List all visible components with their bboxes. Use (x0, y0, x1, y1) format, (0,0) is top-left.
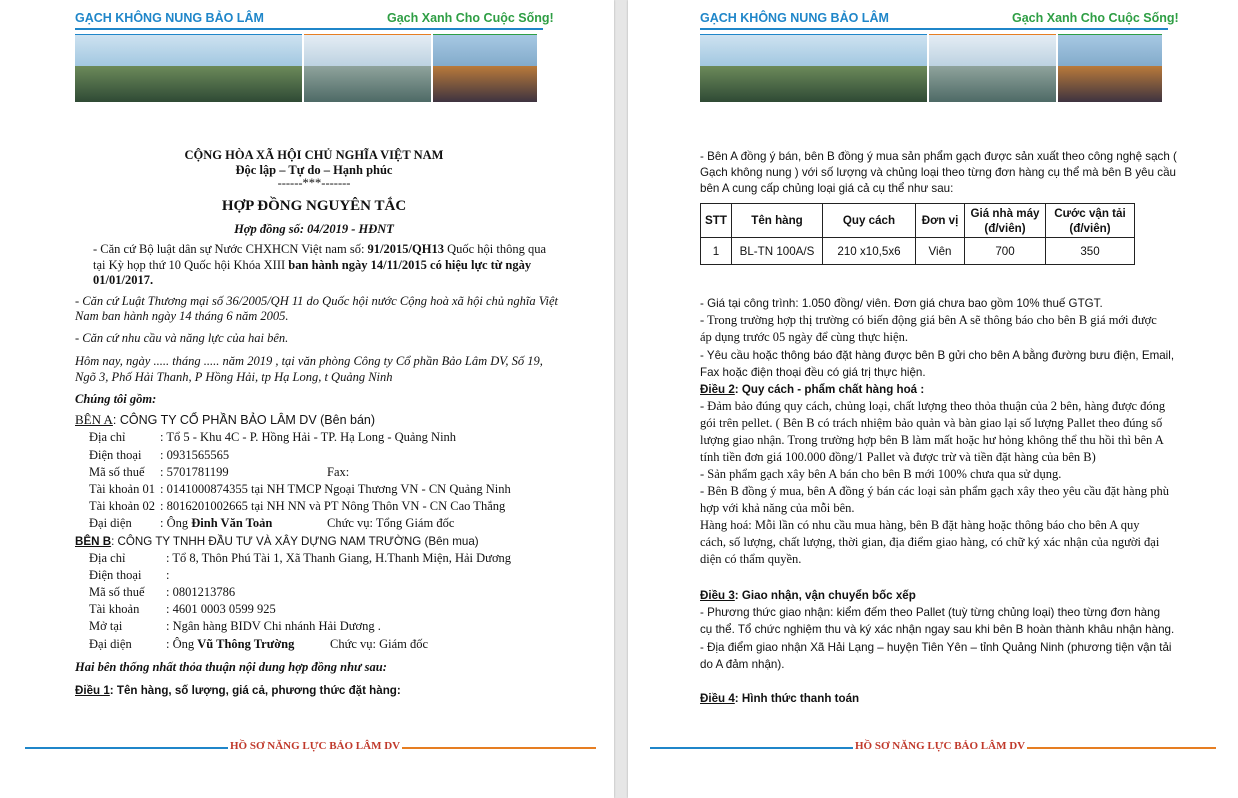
contract-number: Hợp đồng số: 04/2019 - HĐNT (234, 222, 394, 236)
party-b-address: : Tổ 8, Thôn Phú Tài 1, Xã Thanh Giang, H.Thanh Miện, Hải Dương (166, 551, 512, 565)
nation-heading: CỘNG HÒA XÃ HỘI CHỦ NGHĨA VIỆT NAM (184, 148, 444, 162)
article-3-p2-line2: do A đảm nhận). (700, 658, 785, 671)
cell-product: BL-TN 100A/S (732, 238, 823, 265)
party-b-bank-label: Mở tại (89, 619, 123, 633)
party-a-account1-label: Tài khoản 01 (89, 482, 155, 496)
banner-photo-bay (700, 34, 927, 102)
header-slogan: Gạch Xanh Cho Cuộc Sống! (387, 11, 554, 25)
banner-photo-city (1058, 34, 1162, 102)
intro-line1: - Bên A đồng ý bán, bên B đồng ý mua sản phẩm gạch được sản xuất theo công nghệ sạch ( (700, 150, 1177, 163)
party-b-account-label: Tài khoản (89, 602, 140, 616)
party-b-bank: : Ngân hàng BIDV Chi nhánh Hải Dương . (166, 619, 381, 633)
party-b-tax: : 0801213786 (166, 585, 236, 599)
header-banner (700, 34, 1162, 104)
article-2-p4-line1: Hàng hoá: Mỗi lần có nhu cầu mua hàng, bên B đặt hàng hoặc thông báo cho bên A quy (700, 518, 1140, 532)
banner-photo-bridge (304, 34, 431, 102)
col-freight: Cước vận tải (đ/viên) (1046, 204, 1135, 238)
we-include: Chúng tôi gồm: (75, 392, 157, 406)
col-stt: STT (701, 204, 732, 238)
party-b-rep-label: Đại diện (89, 637, 132, 651)
today-line2: Ngõ 3, Phố Hải Thanh, P Hồng Hải, tp Hạ Long, t Quảng Ninh (75, 370, 393, 384)
order-line1: - Yêu cầu hoặc thông báo đặt hàng được bên B gửi cho bên A bằng đường bưu điện, Email, (700, 349, 1175, 362)
article-2-p1-line4: tính tiền đơn giá 100.000 đồng/1 Pallet và được trừ và tiền đặt hàng của bên B) (700, 450, 1096, 464)
market-line2: áp dụng trước 05 ngày để cùng thực hiện. (700, 330, 908, 344)
contract-title: HỢP ĐỒNG NGUYÊN TẮC (221, 198, 407, 214)
document-page-2 (628, 0, 1238, 798)
banner-photo-bay (75, 34, 302, 102)
agreement-line: Hai bên thống nhất thỏa thuận nội dung hợp đồng như sau: (75, 660, 387, 674)
motto: Độc lập – Tự do – Hạnh phúc (235, 163, 393, 177)
party-a-address: : Tổ 5 - Khu 4C - P. Hồng Hải - TP. Hạ Long - Quảng Ninh (160, 430, 457, 444)
today-line1: Hôm nay, ngày ..... tháng ..... năm 2019 , tại văn phòng Công ty Cổ phần Bảo Lâm DV, Số 19, (75, 354, 543, 368)
header-company: GẠCH KHÔNG NUNG BẢO LÂM (75, 11, 264, 25)
banner-photo-city (433, 34, 537, 102)
party-a-fax-label: Fax: (327, 465, 350, 479)
header-company: GẠCH KHÔNG NUNG BẢO LÂM (700, 11, 889, 25)
header-rule (700, 28, 1168, 30)
party-b-phone-label: Điện thoại (89, 568, 142, 582)
document-page-1 (0, 0, 614, 798)
basis-civil-code-line1: - Căn cứ Bộ luật dân sự Nước CHXHCN Việt nam số: 91/2015/QH13 Quốc hội thông qua (93, 242, 547, 256)
order-line2: Fax hoặc điện thoại đều có giá trị thực hiện. (700, 366, 926, 379)
party-a-heading: BÊN A: CÔNG TY CỔ PHẦN BẢO LÂM DV (Bên bán) (75, 412, 376, 427)
market-line1: - Trong trường hợp thị trường có biến động giá bên A sẽ thông báo cho bên B giá mới được (700, 313, 1157, 327)
party-b-phone: : (166, 568, 170, 582)
footer-rule-left (650, 747, 855, 749)
article-1-heading: Điều 1: Tên hàng, số lượng, giá cả, phương thức đặt hàng: (75, 684, 401, 697)
stars-divider: ------***------- (277, 176, 351, 190)
col-product: Tên hàng (732, 204, 823, 238)
price-line: - Giá tại công trình: 1.050 đồng/ viên. Đơn giá chưa bao gồm 10% thuế GTGT. (700, 297, 1103, 310)
col-spec: Quy cách (823, 204, 916, 238)
cell-spec: 210 x10,5x6 (823, 238, 916, 265)
party-b-heading: BÊN B: CÔNG TY TNHH ĐẦU TƯ VÀ XÂY DỰNG NAM TRƯỜNG (Bên mua) (75, 535, 479, 548)
party-a-phone: : 0931565565 (160, 448, 230, 462)
cell-freight: 350 (1046, 238, 1135, 265)
footer-title: HỒ SƠ NĂNG LỰC BẢO LÂM DV (230, 740, 401, 752)
party-b-position: Chức vụ: Giám đốc (330, 637, 429, 651)
table-row (701, 238, 1135, 265)
header-slogan: Gạch Xanh Cho Cuộc Sống! (1012, 11, 1179, 25)
article-2-p1-line3: lượng giao nhận. Trong trường hợp bên B làm mất hoặc hư hỏng không thể thu hồi thì bên A (700, 433, 1164, 447)
article-3-p1-line2: cụ thể. Tổ chức nghiệm thu và ký xác nhận ngay sau khi bên B hoàn thành khâu nhận hàng. (700, 623, 1175, 636)
party-a-rep: : Ông Đinh Văn Toản (160, 516, 273, 530)
article-2-p1-line1: - Đảm bảo đúng quy cách, chủng loại, chất lượng theo thỏa thuận của 2 bên, hàng được đóng (700, 399, 1166, 413)
goods-table-header-row (701, 204, 1135, 238)
party-b-tax-label: Mã số thuế (89, 585, 145, 599)
basis-commerce-law-line2: Nam ban hành ngày 14 tháng 6 năm 2005. (75, 309, 289, 323)
footer-rule-right (1021, 747, 1216, 749)
party-b-address-label: Địa chỉ (89, 551, 126, 565)
article-2-p4-line3: diện có thẩm quyền. (700, 552, 802, 566)
banner-photo-bridge (929, 34, 1056, 102)
party-a-tax-label: Mã số thuế (89, 465, 145, 479)
col-factory-price: Giá nhà máy (đ/viên) (965, 204, 1046, 238)
party-a-position: Chức vụ: Tổng Giám đốc (327, 516, 455, 530)
party-a-phone-label: Điện thoại (89, 448, 142, 462)
basis-needs: - Căn cứ nhu cầu và năng lực của hai bên. (75, 331, 289, 345)
article-2-p1-line2: gói trên pellet. ( Bên B có trách nhiệm bảo quản và bàn giao lại số lượng Pallet theo đúng số (700, 416, 1163, 430)
basis-civil-code-line3: 01/01/2017. (93, 273, 154, 287)
cell-stt: 1 (701, 238, 732, 265)
cell-factory-price: 700 (965, 238, 1046, 265)
article-2-heading: Điều 2: Quy cách - phẩm chất hàng hoá : (700, 383, 925, 396)
party-a-address-label: Địa chỉ (89, 430, 126, 444)
footer-rule-left (25, 747, 230, 749)
header-banner (75, 34, 537, 104)
article-3-p1-line1: - Phương thức giao nhận: kiểm đếm theo Pallet (tuỳ từng chủng loại) theo từng đơn hàng (700, 606, 1161, 619)
party-a-tax: : 5701781199 (160, 465, 229, 479)
article-2-p3-line1: - Bên B đồng ý mua, bên A đồng ý bán các loại sản phẩm gạch xây theo yêu cầu đặt hàng phù (700, 484, 1169, 498)
article-2-p4-line2: cách, số lượng, chất lượng, thời gian, địa điểm giao hàng, có chữ ký xác nhận của người đại (700, 535, 1160, 549)
party-b-rep: : Ông Vũ Thông Trường (166, 637, 295, 651)
col-unit: Đơn vị (916, 204, 965, 238)
article-2-p2: - Sản phẩm gạch xây bên A bán cho bên B mới 100% chưa qua sử dụng. (700, 467, 1062, 481)
intro-line3: bên A cung cấp chủng loại giá cả cụ thể như sau: (700, 182, 954, 195)
basis-commerce-law-line1: - Căn cứ Luật Thương mại số 36/2005/QH 11 do Quốc hội nước Cộng hoà xã hội chủ nghĩa Việt (75, 294, 558, 308)
header-rule (75, 28, 543, 30)
party-a-account1: : 0141000874355 tại NH TMCP Ngoại Thương VN - CN Quảng Ninh (160, 482, 511, 496)
intro-line2: Gạch không nung ) với số lượng và chủng loại theo từng đơn hàng cụ thể mà bên B yêu cầu (700, 166, 1176, 179)
cell-unit: Viên (916, 238, 965, 265)
footer-title: HỒ SƠ NĂNG LỰC BẢO LÂM DV (855, 740, 1026, 752)
party-a-account2-label: Tài khoản 02 (89, 499, 155, 513)
footer-rule-right (396, 747, 596, 749)
party-a-rep-label: Đại diện (89, 516, 132, 530)
article-3-heading: Điều 3: Giao nhận, vận chuyển bốc xếp (700, 589, 916, 602)
article-2-p3-line2: hợp với khả năng của mỗi bên. (700, 501, 855, 515)
party-a-account2: : 8016201002665 tại NH NN và PT Nông Thôn VN - CN Cao Thắng (160, 499, 506, 513)
goods-table (700, 203, 1135, 265)
basis-civil-code-line2: tại Kỳ họp thứ 10 Quốc hội Khóa XIII ban hành ngày 14/11/2015 có hiệu lực từ ngày (93, 258, 532, 272)
article-4-heading: Điều 4: Hình thức thanh toán (700, 692, 860, 705)
party-b-account: : 4601 0003 0599 925 (166, 602, 276, 616)
article-3-p2-line1: - Địa điểm giao nhận Xã Hải Lạng – huyện Tiên Yên – tỉnh Quảng Ninh (phương tiện vận tải (700, 641, 1172, 654)
